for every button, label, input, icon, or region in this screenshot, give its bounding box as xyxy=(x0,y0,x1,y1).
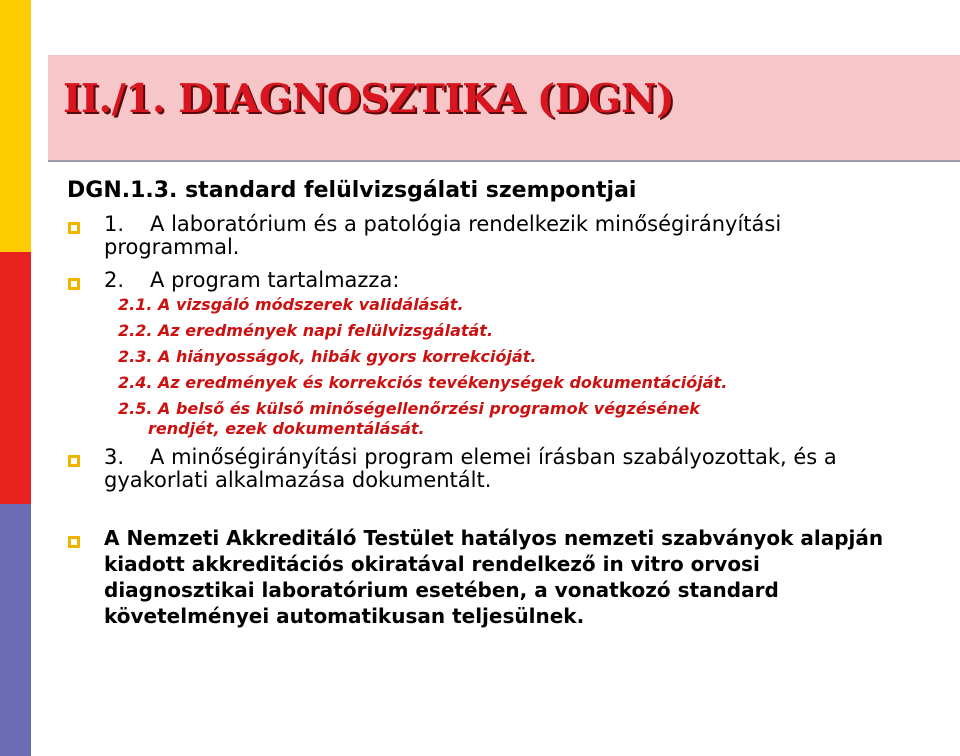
slide-title: II./1. DIAGNOSZTIKA (DGN) xyxy=(63,76,675,122)
item-2-text: A program tartalmazza: xyxy=(150,268,400,292)
accreditation-note: A Nemzeti Akkreditáló Testület hatályos nemzeti szabványok alapján kiadott akkreditációs okiratával rendelkező in vitro orvosi diagnosztikai laboratórium esetében, a vonatkozó standard követelményei automatikusan teljesülnek. xyxy=(104,526,884,628)
item-2 xyxy=(104,269,399,292)
item-2-number: 2. xyxy=(104,268,125,292)
hollow-square-bullet-icon xyxy=(68,222,80,234)
left-stripe-red xyxy=(0,252,31,504)
subitem-2-5: 2.5. A belső és külső minőségellenőrzési programok végzésének xyxy=(118,399,700,418)
item-1-number: 1. xyxy=(104,212,125,236)
item-3-text: A minőségirányítási program elemei írásban szabályozottak, és a gyakorlati alkalmazása dokumentált. xyxy=(104,445,837,492)
subitem-2-1: 2.1. A vizsgáló módszerek validálását. xyxy=(118,295,464,314)
standard-heading: DGN.1.3. standard felülvizsgálati szempontjai xyxy=(67,178,637,203)
subitem-2-2: 2.2. Az eredmények napi felülvizsgálatát. xyxy=(118,321,494,340)
subitem-2-5-cont: rendjét, ezek dokumentálását. xyxy=(148,419,425,438)
subitem-2-3: 2.3. A hiányosságok, hibák gyors korrekcióját. xyxy=(118,347,537,366)
subitem-2-4: 2.4. Az eredmények és korrekciós tevékenységek dokumentációját. xyxy=(118,373,728,392)
item-3 xyxy=(104,446,934,492)
left-stripe-yellow xyxy=(0,0,31,252)
hollow-square-bullet-icon xyxy=(68,536,80,548)
hollow-square-bullet-icon xyxy=(68,455,80,467)
left-stripe-blue xyxy=(0,504,31,756)
item-1-text: A laboratórium és a patológia rendelkezik minőségirányítási programmal. xyxy=(104,212,782,259)
hollow-square-bullet-icon xyxy=(68,278,80,290)
item-3-number: 3. xyxy=(104,445,125,469)
item-1 xyxy=(104,213,904,259)
